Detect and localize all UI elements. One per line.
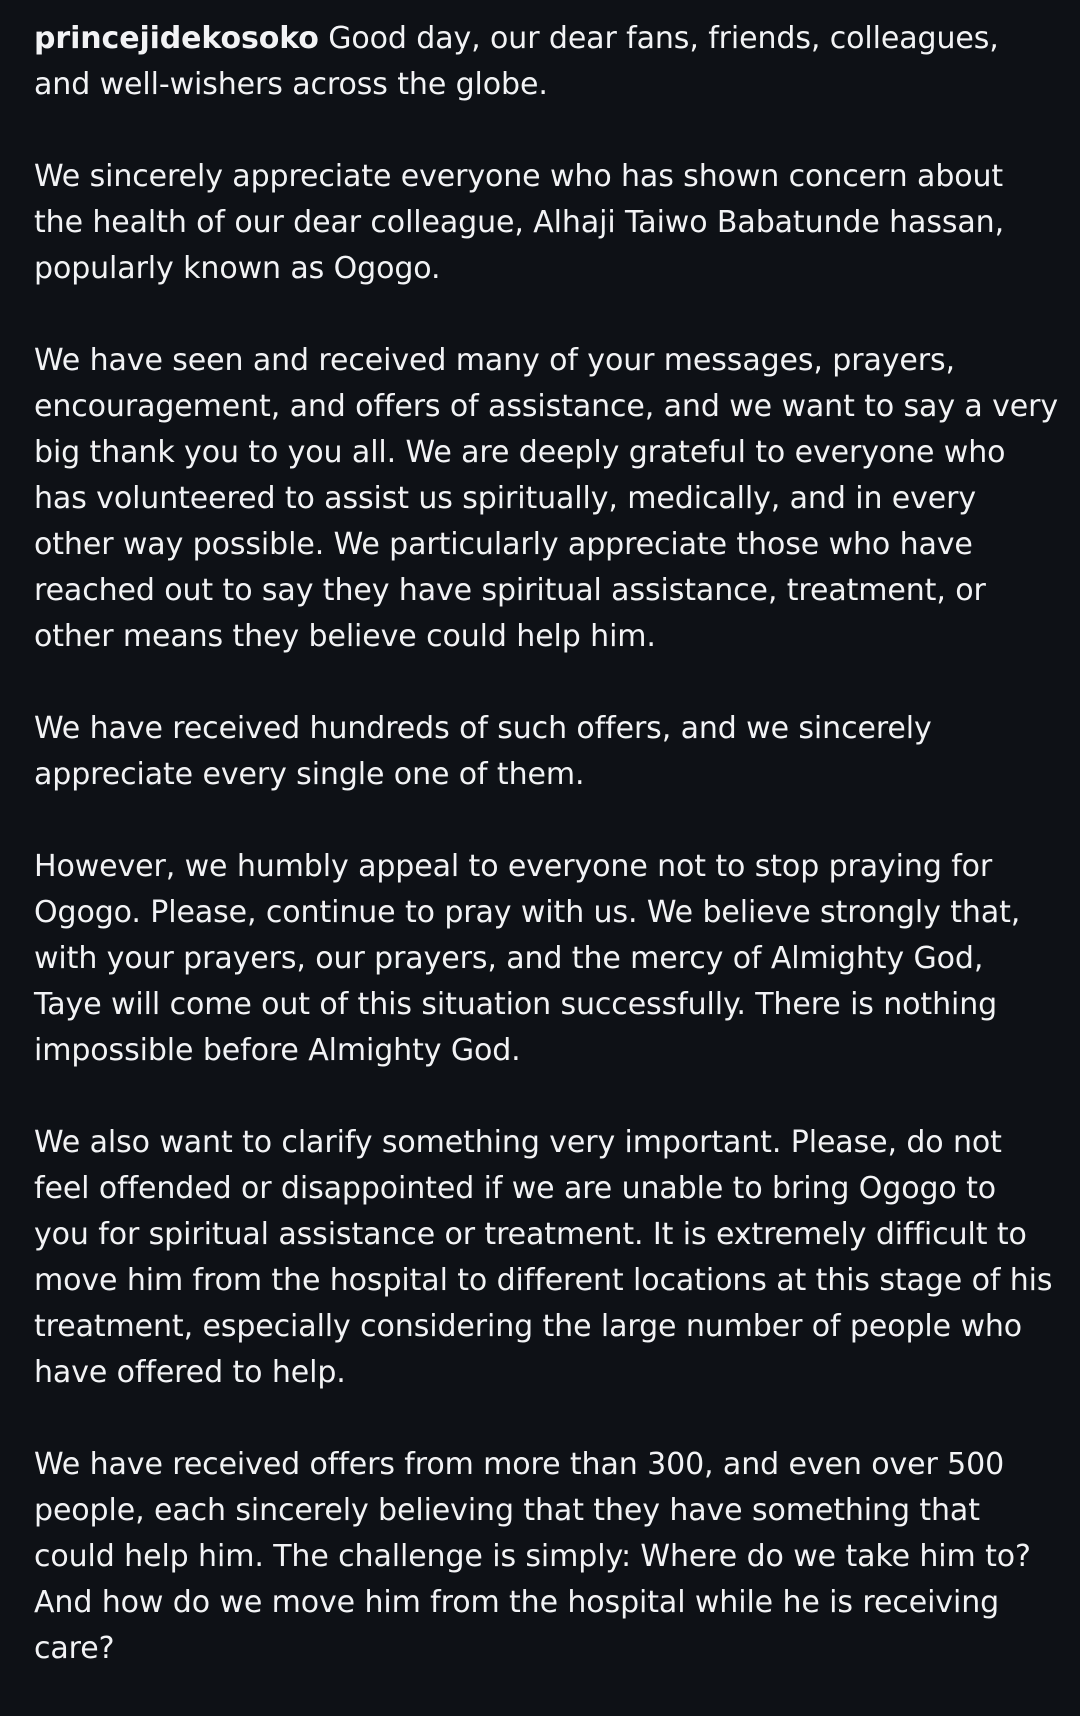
caption-paragraph: We have seen and received many of your messages, prayers, encouragement, and offers of assistance, and we want to say a very big thank you to you all. We are deeply grateful to everyone who has volunteered to assist us spiritually, medically, and in every other way possible. We particularly appreciate those who have reached out to say they have spiritual assistance, treatment, or other means they believe could help him.: [34, 343, 1059, 654]
caption-paragraph: We have received offers from more than 300, and even over 500 people, each sincerely believing that they have something that could help him. The challenge is simply: Where do we take him to? And how do we move him from the hospital while he is receiving care?: [34, 1447, 1031, 1666]
caption-paragraph: [34, 16, 1060, 108]
caption-text: Good day, our dear fans, friends, colleagues, and well-wishers across the globe.: [34, 21, 999, 102]
caption-paragraph: We sincerely appreciate everyone who has shown concern about the health of our dear colleague, Alhaji Taiwo Babatunde hassan, popularly known as Ogogo.: [34, 159, 1005, 286]
post-caption: [34, 16, 1060, 1672]
username-link[interactable]: princejidekosoko: [34, 21, 319, 56]
caption-paragraph: However, we humbly appeal to everyone not to stop praying for Ogogo. Please, continue to pray with us. We believe strongly that, with your prayers, our prayers, and the mercy of Almighty God, Taye will come out of this situation successfully. There is nothing impossible before Almighty God.: [34, 849, 1021, 1068]
caption-paragraph: We have received hundreds of such offers, and we sincerely appreciate every single one of them.: [34, 711, 932, 792]
caption-paragraph: We also want to clarify something very important. Please, do not feel offended or disappointed if we are unable to bring Ogogo to you for spiritual assistance or treatment. It is extremely difficult to move him from the hospital to different locations at this stage of his treatment, especially considering the large number of people who have offered to help.: [34, 1125, 1053, 1390]
